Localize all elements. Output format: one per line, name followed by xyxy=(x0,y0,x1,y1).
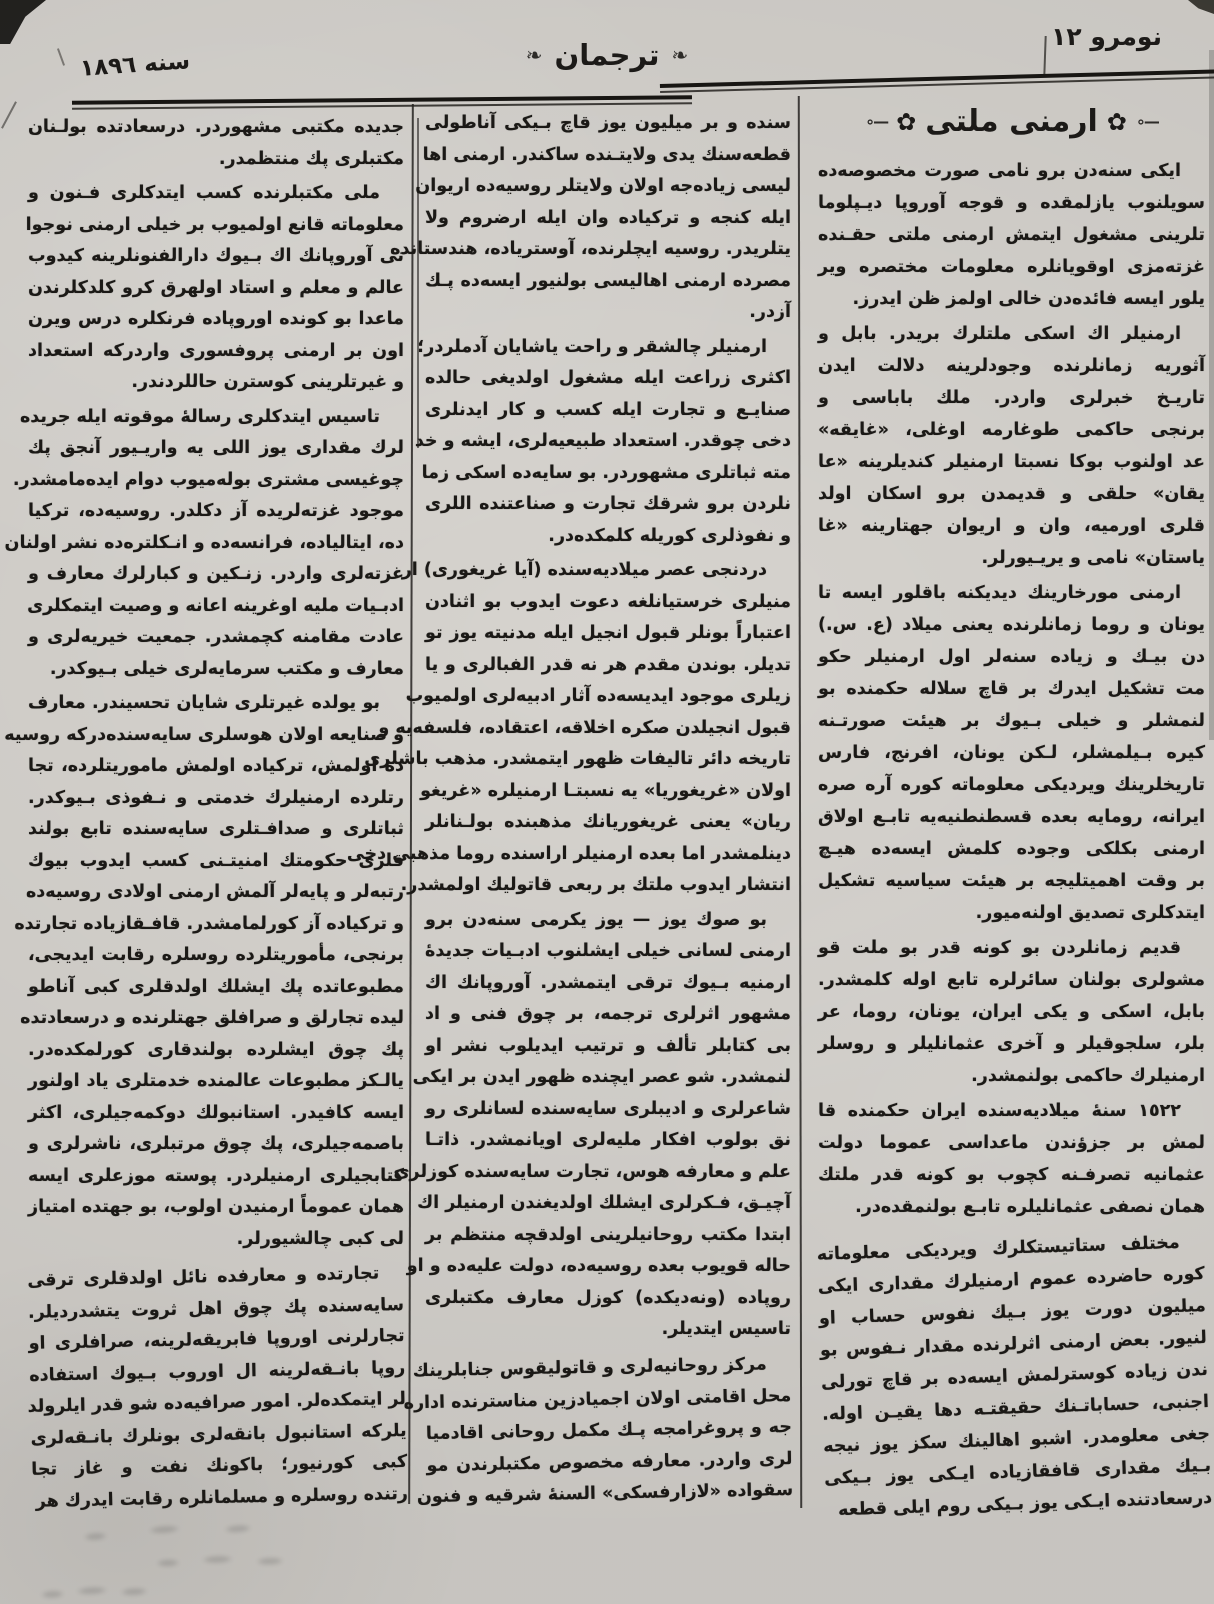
text-line: بو صوك یوز — یوز یکرمی سنه‌دن برو xyxy=(425,909,767,930)
paragraph xyxy=(816,1226,1212,1527)
text-line: لر ایتمکده‌لر. امور صرافیه‌ده شو قدر ایلرولد xyxy=(27,1388,407,1417)
text-line: رتبه‌لر و پایه‌لر آلمش ارمنی اولادی روسیه‌ده xyxy=(25,882,404,902)
text-line: ثباتلری و صدافـتلری سایه‌سنده تابع بولند xyxy=(28,819,404,839)
text-line: اون بر ارمنی پروفسوری واردرکه استعداد xyxy=(28,340,404,361)
title-ornament-flower-icon: ✿ xyxy=(1106,107,1127,136)
text-line: بلر، سلجوقیلر و آخری عثمانلیلر و روسلر xyxy=(818,1034,1205,1054)
text-line: تجارلرنی اوروپا فابریقه‌لرینه، صرافلری او xyxy=(28,1325,405,1354)
text-line: ارمنی لسانی خیلی ایشلنوب ادبـیات جدیدهٔ xyxy=(425,941,791,961)
text-line: ادبـیات ملیه اوغرینه اعانه و وصیت ایتمکلری xyxy=(27,595,404,616)
ink-bleed-ghost xyxy=(150,1549,301,1572)
issue-number: نومرو ١٢ xyxy=(1051,22,1162,51)
text-line: ده، ایتالیاده، فرانسه‌ده و انـکلتره‌ده نشر اولنان xyxy=(4,532,404,553)
text-line: و نفوذلری کوریله کلمکده‌در. xyxy=(548,525,791,546)
text-line: لیسی زیاده‌جه اولان ولایتلر روسیه‌ده اریوان xyxy=(415,176,791,196)
title-ornament-flower-icon: ✿ xyxy=(896,107,917,136)
text-line: نق بولوب افکار ملیه‌لری اویانمشدر. ذاتـا xyxy=(425,1130,791,1150)
text-line: صنایـع و تجارت ایله کسب و کار ایدنلری xyxy=(425,399,791,420)
text-line: علم و معارفه هوس، تجارت سایه‌سنده کوزلری xyxy=(393,1161,791,1182)
text-line: تلرینی مشغول ایتمش ارمنی ملتی حقـنده xyxy=(818,225,1205,245)
paragraph xyxy=(414,332,791,553)
text-line: روپا بانـقه‌لرینه ال اوروب بـیوك استفاده xyxy=(29,1357,406,1386)
text-line: دینلمشدر اما بعده ارمنیلر اراسنده روما مذهبی دخی xyxy=(346,843,791,864)
text-line: مختلف ستاتیستکلرك ویردیکی معلوماته xyxy=(816,1232,1180,1265)
text-line: ایکی سنه‌دن برو نامی صورت مخصوصه‌ده xyxy=(818,161,1181,181)
text-line: اعتباراً بونلر قبول انجیل ایله مدنیته یوز تو xyxy=(425,623,791,643)
text-line: تاسیس ایتدیلر. xyxy=(661,1319,791,1339)
text-line: مطبوعاتده پك ایشلك اولدقلری کبی آناطو xyxy=(28,976,404,997)
masthead xyxy=(526,38,688,72)
text-line: ابتدا مکتب روحانیلرینی اولدقچه منتظم بر xyxy=(425,1224,791,1245)
text-line: مت تشکیل ایدرك بر قاچ سلاله حکمنده بو xyxy=(818,679,1205,699)
text-line: مشولری بولنان سائرلره تابع اوله کلمشدر. xyxy=(818,970,1205,990)
scan-corner-artifact xyxy=(1188,0,1214,14)
text-line: بر وقت اهمیتلیجه بر هیئت سیاسیه تشکیل xyxy=(818,871,1205,891)
paragraph xyxy=(346,555,791,902)
text-line: لنمشلر و خیلی بـیوك بر هیئت صورتـنه xyxy=(818,711,1205,731)
column-rule xyxy=(417,118,419,448)
text-line: لری واردر. معارفه مخصوص مکتبلرندن مو xyxy=(426,1447,793,1476)
text-line: مرکز روحانیه‌لری و قاتولیقوس جنابلرینك xyxy=(412,1353,767,1381)
text-line: بابل، اسکی و یکی ایران، یونان، روما، عر xyxy=(818,1002,1205,1022)
text-line: کبی کورنیور؛ باکونك نفت و غاز تجا xyxy=(31,1451,408,1480)
text-line: چوغیسی مشتری بوله‌میوب دوام ایده‌مامشدر. xyxy=(12,469,404,490)
text-line: عالم و معلم و استاد اولهرق کرو کلدکلرندن xyxy=(28,277,404,298)
text-line: نی آوروپانك اك بـیوك دارالفنونلرینه کیدوب xyxy=(28,246,404,266)
text-line: دن بیـك و زیاده سنه‌لر اول ارمنیلر حکو xyxy=(818,647,1205,667)
text-line: آچیـق، فـکرلری ایشلك اولدیغندن ارمنیلر اك xyxy=(417,1193,791,1213)
paragraph xyxy=(393,905,791,1346)
text-line: غزته‌لری واردر. زنـکین و کبارلرك معارف و xyxy=(28,564,404,584)
text-line: آزدر. xyxy=(749,302,791,322)
text-line: دردنجی عصر میلادیه‌سنده (آیا غریغوری) ار xyxy=(401,560,767,580)
text-line: قطعه‌سنك یدی ولایتـنده ساکندر. ارمنی اها xyxy=(422,144,791,165)
title-ornament-tail-icon: —∘ xyxy=(865,112,888,131)
text-line: مصرده ارمنی اهالیسی بولنیور ایسه‌ده پـك xyxy=(425,270,791,291)
text-line: ندن زیاده کوسترلمش ایسه‌ده بر قاچ تورلی xyxy=(820,1359,1209,1393)
text-line: کیره بـیلمشلر، لـکن یونان، افرنج، فارس xyxy=(818,743,1205,763)
text-line: زیلری موجود ایدیسه‌ده آثار ادبیه‌لری اولمیوب xyxy=(405,686,791,706)
paragraph xyxy=(4,402,404,686)
text-line: ارمنیه بـیوك ترقی ایتمشدر. آوروپانك اك xyxy=(425,972,791,993)
text-line: پك چوق ایشلرده بولندقاری کورلمکده‌در. xyxy=(28,1039,404,1060)
text-line: یقان» حلقی و قدیمدن برو اسکان اولد xyxy=(818,484,1205,504)
text-line: قبول انجیلدن صکره اخلاقه، اعتقاده، فلسفه‌یه و xyxy=(378,717,791,738)
text-line: ریان» یعنی غریغوریانك مذهبنده بولـنانلر xyxy=(425,812,791,832)
ink-bleed-ghost xyxy=(69,1513,280,1550)
text-line: ایتدکلری تصدیق اولنه‌میور. xyxy=(975,903,1205,923)
masthead-ornament-icon: ❧ xyxy=(671,43,689,67)
article-title xyxy=(818,104,1205,139)
text-line: رتلرده ارمنیلرك خدمتی و نـفوذی بـیوکدر. xyxy=(28,787,404,808)
column-rule xyxy=(798,96,802,1508)
text-line: بو یولده غیرتلری شایان تحسیندر. معارف xyxy=(28,693,380,713)
text-line: سویلنوب یازلمقده و قوجه آوروپا دیـپلوما xyxy=(818,193,1205,213)
ink-bleed-ghost xyxy=(38,1581,159,1603)
text-line: همان نصفی عثمانلیلره تابـع بولنمقده‌در. xyxy=(855,1197,1205,1217)
article-title-text: ارمنى ملتى xyxy=(925,104,1098,139)
text-line: منیلری خرستیانلغه دعوت ایدوب بو اثنادن xyxy=(425,591,791,612)
text-line: تاریخلرینك ویردیکی معلوماته کوره آره صره xyxy=(818,775,1205,795)
paragraph xyxy=(818,932,1205,1092)
article-column-1 xyxy=(816,100,1213,1521)
text-line: تاریخه دائر تالیفات ظهور ایتمشدر. مذهب باشلری xyxy=(364,749,791,769)
text-line: ایرانه، رومایه بعده قسطنطنیه‌یه تابـع اولاق xyxy=(818,807,1205,827)
text-line: کوره حاضرده عموم ارمنیلرك مقداری ایکی xyxy=(817,1264,1206,1297)
text-line: برنجی حاکمی طوغارمه اوغلی، «غایقه» xyxy=(818,420,1205,440)
text-line: ارمنیلرك حاکمی بولنمشدر. xyxy=(971,1066,1205,1086)
text-line: کتابجیلری ارمنیلردر. پوسته موزعلری ایسه xyxy=(28,1165,404,1186)
text-line: و ترکیاده آز کورلمامشدر. قافـقازیاده تجارتده xyxy=(14,913,404,934)
article-column-3 xyxy=(4,112,409,1513)
year-label: سنه ١٨٩٦ xyxy=(79,48,191,82)
text-line: سقواده «لازارفسکی» السنهٔ شرقیه و فنون xyxy=(416,1479,794,1507)
text-line: سایه‌سنده پك چوق اهل ثروت یتشدردیلر. xyxy=(27,1294,405,1323)
text-line: اجنبی، حساباتـنك حقیقتـه دها یقیـن اوله. xyxy=(821,1391,1210,1425)
text-line: تدیلر. بوندن مقدم هر نه قدر الفبالری و یا xyxy=(425,654,791,675)
text-line: یلرکه استانبول بانقه‌لری بونلرك بانـقه‌لری xyxy=(30,1420,407,1449)
paper-edge-shadow xyxy=(1209,50,1214,740)
text-line: شاعرلری و ادیبلری سایه‌سنده لسانلری رو xyxy=(425,1098,791,1119)
text-line: غزته‌مزی اوقویانلره معلومات مختصره ویر xyxy=(818,257,1205,277)
text-line: همان عموماً ارمنیدن اولوب، بو جهتده امتیاز xyxy=(28,1197,404,1217)
article-column-2 xyxy=(346,108,794,1509)
text-line: مته ثباتلری مشهوردر. بو سایه‌ده اسکی زما xyxy=(421,462,791,483)
text-line: آثوریه زمانلرنده وجودلرینه دلالت ایدن xyxy=(818,356,1205,376)
paragraph xyxy=(818,1095,1205,1223)
text-line: ماعدا بو کونده اوروپاده فرنکلره درس ویرن xyxy=(28,309,404,329)
title-ornament-tail-icon: —∘ xyxy=(1135,112,1158,131)
text-line: برنجی، مأموریتلرده روسلره رقابت ایدیجی، xyxy=(28,945,404,965)
text-line: باصمه‌جیلری، پك چوق مرتبلری، ناشرلری و xyxy=(28,1134,404,1154)
text-line: دخی چوقدر. استعداد طبیعیه‌لری، ایشه و خد xyxy=(414,431,791,451)
text-line: تاسیس ایتدکلری رسالهٔ موقوته ایله جریده xyxy=(19,406,380,427)
text-line: میلیون دورت یوز بـیك نفوس حساب او xyxy=(818,1295,1207,1329)
text-line: یونان و روما زمانلرنده یعنی میلاد (ع. س.) xyxy=(818,615,1205,635)
text-line: جغی معلومدر. اشبو اهالینك سکز یوز نیجه xyxy=(822,1423,1211,1457)
masthead-title: ترجمان xyxy=(554,38,660,72)
text-line: قلری اورمیه، وان و اریوان جهتارینه «غا xyxy=(818,516,1205,536)
header-rule xyxy=(660,69,1214,93)
text-line: ملی مکتبلرنده کسب ایتدکلری فـنون و xyxy=(28,183,380,203)
text-line: نلردن برو شرقك تجارت و صناعتنده اللری xyxy=(425,494,791,514)
text-line: ده اولمش، ترکیاده اولمش ماموریتلرده، تجا xyxy=(28,756,404,776)
paragraph xyxy=(28,112,404,175)
scan-mark xyxy=(57,48,65,66)
text-line: ایله کنجه و ترکیاده وان ایله ارضروم ولا xyxy=(425,207,791,228)
paragraph xyxy=(390,108,791,329)
paragraph xyxy=(27,1258,408,1518)
paragraph xyxy=(403,1349,794,1513)
scan-mark xyxy=(1043,36,1046,76)
text-line: مشهور اثرلری ترجمه، بر چوق فنی و اد xyxy=(425,1004,791,1024)
text-line: یالـکز مطبوعات عالمنده خدمتلری یاد اولنور xyxy=(28,1071,404,1091)
text-line: سنده و بر میلیون یوز قاچ بـیکی آناطولی xyxy=(425,113,791,133)
text-line: درسعادتنده ایـکی یوز بـیکی روم ایلی قطعه xyxy=(837,1487,1213,1521)
text-line: جه و پروغرامجه پـك مکمل روحانی اقادمیا xyxy=(425,1416,793,1444)
text-line: حاله قویوب بعده روسیه‌ده، دولت علیه‌ده و او xyxy=(406,1256,791,1276)
text-line: بـیك مقداری قافقازیاده ایـکی یوز بـیکی xyxy=(823,1455,1212,1489)
text-line: معلوماته قانع اولمیوب بر خیلی ارمنی نوجوا xyxy=(25,214,404,235)
scan-corner-artifact xyxy=(0,0,46,44)
column-rule xyxy=(408,104,414,1504)
paragraph xyxy=(818,577,1205,929)
text-line: موجود غزته‌لریده آز دکلدر. روسیه‌ده، ترکیا xyxy=(28,501,404,521)
text-line: یاستان» نامی و یریـیورلر. xyxy=(981,548,1205,568)
text-line: عثمانیه تصرفـنه کچوب بو کونه قدر ملتك xyxy=(818,1165,1205,1185)
text-line: جدیده مکتبی مشهوردر. درسعادتده بولـنان xyxy=(28,117,404,137)
text-line: لنیور. بعض ارمنی اثرلرنده مقدار نـفوس بو xyxy=(819,1327,1208,1361)
text-line: قلری حکومتك امنیتـنی کسب ایدوب بیوك xyxy=(28,850,404,871)
text-line: معارف و مکتب سرمایه‌لری خیلی بـیوکدر. xyxy=(49,658,404,679)
text-line: عادت مقامنه کچمشدر. جمعیت خیریه‌لری و xyxy=(28,627,404,647)
text-line: رتنده روسلره و مسلمانلره رقابت ایدرك هر xyxy=(35,1483,409,1512)
text-line: انتشار ایدوب ملتك بر ربعی قاتولیك اولمشدر. xyxy=(400,875,791,895)
text-line: ارمنی مورخارینك دیدیکنه باقلور ایسه تا xyxy=(818,583,1181,603)
text-line: اولان «غریغوریا» یه نسبتـا ارمنیلره «غریغو xyxy=(420,780,791,801)
paragraph xyxy=(25,178,404,399)
text-line: لنمشدر. شو عصر ایچنده ظهور ایدن بر ایکی xyxy=(412,1067,791,1087)
paragraph xyxy=(4,688,404,1255)
text-line: مکتبلری پك منتظمدر. xyxy=(218,148,404,169)
text-line: لرك مقداری یوز اللی یه واریـیور آنجق پك xyxy=(28,438,404,458)
text-line: تاریـخ خبرلری واردر. ملك باباسی و xyxy=(818,388,1205,408)
paragraph xyxy=(818,318,1205,574)
text-line: اکثری زراعت ایله مشغول اولدیغی حالده xyxy=(425,368,791,388)
paragraph xyxy=(818,155,1205,315)
text-line: ایسه کافیدر. استانبولك دوکمه‌جیلری، اکثر xyxy=(28,1102,404,1123)
text-line: عد اولنوب بوکا نسبتا ارمنیلر کندیلرینه «عا xyxy=(818,452,1205,472)
text-line: قدیم زمانلردن بو کونه قدر بو ملت قو xyxy=(818,938,1181,958)
text-line: ارمنی بکلکی وجوده کلمش ایسه‌ده هیـچ xyxy=(818,839,1205,859)
text-line: ١٥٢٢ سنهٔ میلادیه‌سنده ایران حکمنده قا xyxy=(818,1101,1181,1121)
text-line: محل اقامتی اولان اجمیادزین مناسترنده اداره xyxy=(403,1384,792,1413)
scan-mark xyxy=(1,101,17,128)
text-line: یتلریدر. روسیه ایچلرنده، آوستریاده، هندستانده xyxy=(390,239,791,259)
masthead-ornament-icon: ❧ xyxy=(525,43,543,67)
text-line: ارمنیلر چالشقر و راحت یاشایان آدملردر؛ xyxy=(417,336,767,357)
text-line: و غیرتلرینی کوسترن حاللردندر. xyxy=(131,372,404,392)
text-line: ارمنیلر اك اسکی ملتلرك بریدر. بابل و xyxy=(818,324,1181,344)
text-line: و صنایعه اولان هوسلری سایه‌سنده‌درکه روسیه xyxy=(4,724,404,745)
text-line: تجارتده و معارفده نائل اولدقلری ترقی xyxy=(27,1263,380,1291)
text-line: روپاده (ونه‌دیکده) کوزل معارف مکتبلری xyxy=(425,1287,791,1308)
text-line: یلور ایسه فائده‌دن خالی اولمز ظن ایدرز. xyxy=(852,289,1205,309)
text-line: بی کتابلر تألف و ترتیب ایدیلوب نشر او xyxy=(425,1035,791,1056)
text-line: لمش بر جزؤندن ماعداسی عموما دولت xyxy=(818,1133,1205,1153)
text-line: لیده تجارلق و صرافلق جهتلرنده و درسعادتده xyxy=(20,1008,404,1028)
text-line: لی کبی چالشیورلر. xyxy=(236,1228,404,1249)
